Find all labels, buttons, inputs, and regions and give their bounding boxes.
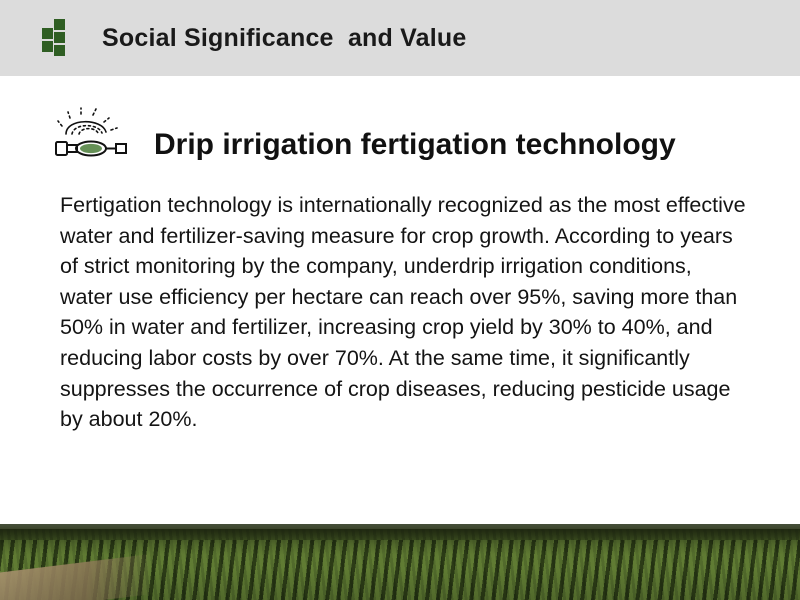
slide-body (0, 76, 800, 524)
section-title: Drip irrigation fertigation technology (154, 128, 676, 161)
sprinkler-irrigation-icon (50, 104, 142, 166)
photo-shading (0, 524, 800, 600)
slide-header (0, 0, 800, 76)
page-title: Social Significance and Value (102, 23, 467, 52)
section-heading (50, 104, 676, 170)
field-photo (0, 524, 800, 600)
section-body-text: Fertigation technology is internationally recognized as the most effective water and fertilizer-saving measure for crop growth. According to years of strict monitoring by the company, underdrip irrigation conditions, water use efficiency per hectare can reach over 95%, saving more than 50% in water and fertilizer, increasing crop yield by 30% to 40%, and reducing labor costs by over 70%. At the same time, it significantly suppresses the occurrence of crop diseases, reducing pesticide usage by about 20%. (60, 193, 746, 432)
green-squares-logo-icon (42, 19, 78, 57)
